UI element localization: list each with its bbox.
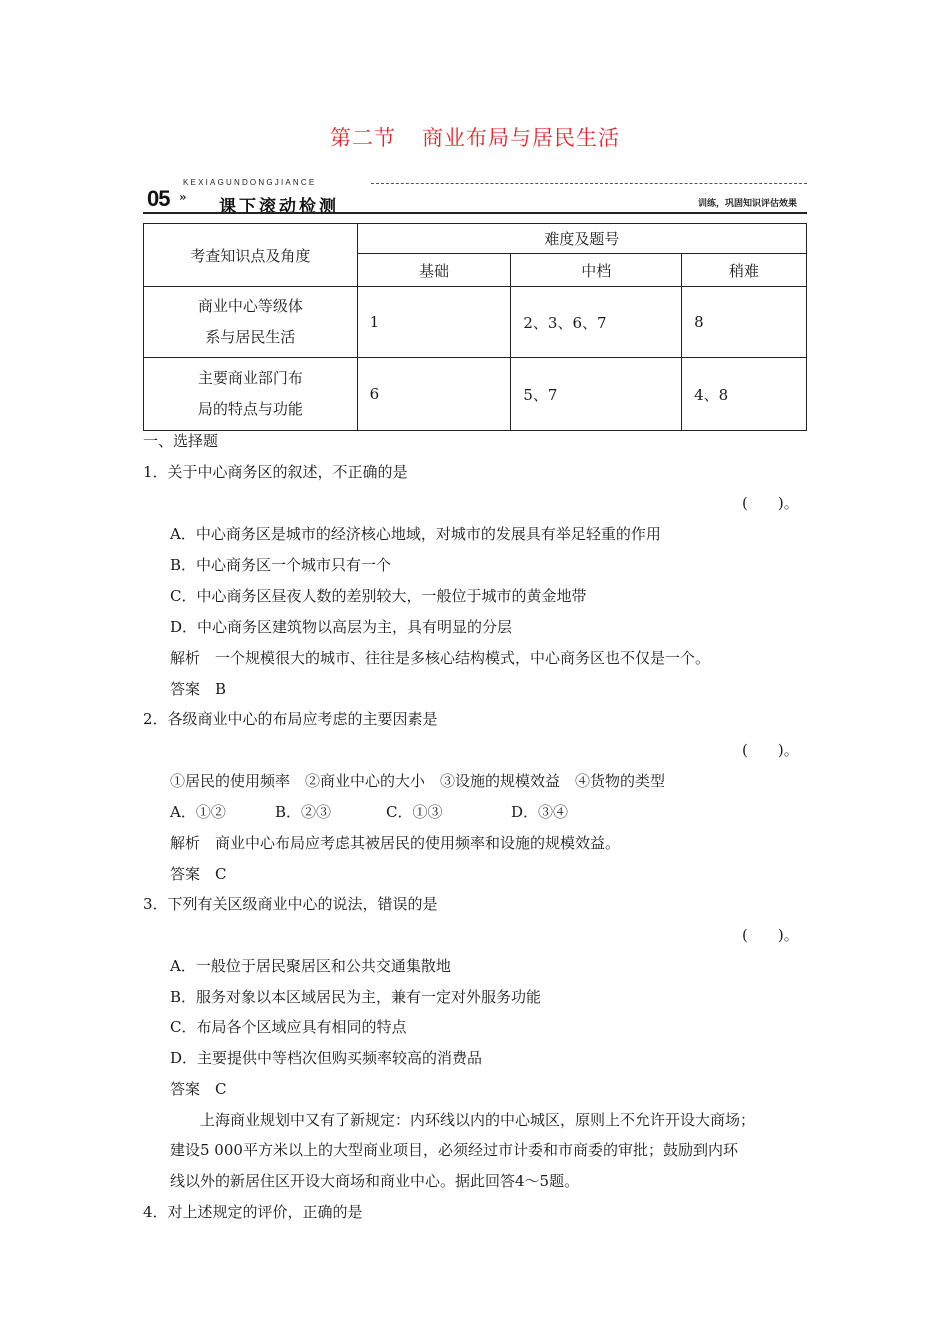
hard-cell: 4、8 (682, 358, 807, 431)
q3-option-a: A．一般位于居民聚居区和公共交通集散地 (170, 957, 451, 975)
q3-answer: 答案 C (170, 1080, 227, 1098)
q1-option-d: D．中心商务区建筑物以高层为主，具有明显的分层 (170, 618, 513, 636)
q2-answer-paren: ( )。 (742, 741, 799, 759)
table-row (144, 358, 807, 431)
double-chevron-icon: » (179, 190, 187, 204)
q1-answer: 答案 B (170, 680, 227, 698)
q1-answer-paren: ( )。 (742, 494, 799, 512)
banner-number: 05 (147, 186, 170, 211)
section-banner (143, 178, 807, 217)
medium-cell: 2、3、6、7 (511, 287, 682, 358)
q2-items: ①居民的使用频率 ②商业中心的大小 ③设施的规模效益 ④货物的类型 (170, 772, 666, 790)
banner-heading: 课下滚动检测 (219, 197, 339, 217)
table-row (144, 287, 807, 358)
passage-line: 建设5 000平方米以上的大型商业项目，必须经过市计委和市商委的审批；鼓励到内环 (170, 1141, 738, 1159)
q1-stem: 1．关于中心商务区的叙述，不正确的是 (143, 463, 408, 481)
q3-stem: 3．下列有关区级商业中心的说法，错误的是 (143, 895, 438, 913)
topic-cell: 主要商业部门布 局的特点与功能 (144, 358, 358, 431)
hard-cell: 8 (682, 287, 807, 358)
basic-cell: 6 (357, 358, 511, 431)
q1-option-a: A．中心商务区是城市的经济核心地域，对城市的发展具有举足轻重的作用 (170, 525, 661, 543)
q2-stem: 2．各级商业中心的布局应考虑的主要因素是 (143, 710, 438, 728)
q3-option-c: C．布局各个区域应具有相同的特点 (170, 1018, 407, 1036)
table-group-header: 难度及题号 (357, 224, 806, 254)
q1-option-c: C．中心商务区昼夜人数的差别较大，一般位于城市的黄金地带 (170, 587, 587, 605)
banner-pinyin: KEXIAGUNDONGJIANCE (183, 178, 317, 187)
q2-answer: 答案 C (170, 865, 227, 883)
q1-option-b: B．中心商务区一个城市只有一个 (170, 556, 392, 574)
table-corner-header: 考查知识点及角度 (144, 224, 358, 287)
banner-rule (143, 212, 807, 214)
dashed-divider (371, 183, 807, 184)
level-hard-header: 稍难 (682, 254, 807, 287)
q2-option-b: B．②③ (275, 803, 332, 821)
basic-cell: 1 (357, 287, 511, 358)
q4-stem: 4．对上述规定的评价，正确的是 (143, 1203, 363, 1221)
level-medium-header: 中档 (511, 254, 682, 287)
passage-line: 线以外的新居住区开设大商场和商业中心。据此回答4～5题。 (170, 1172, 580, 1190)
passage-line: 上海商业规划中又有了新规定：内环线以内的中心城区，原则上不允许开设大商场； (200, 1111, 756, 1129)
knowledge-table (143, 223, 807, 431)
q3-option-b: B．服务对象以本区域居民为主，兼有一定对外服务功能 (170, 988, 542, 1006)
q3-answer-paren: ( )。 (742, 926, 799, 944)
q2-analysis: 解析 商业中心布局应考虑其被居民的使用频率和设施的规模效益。 (170, 834, 621, 852)
page-title: 第二节 商业布局与居民生活 (330, 126, 620, 150)
medium-cell: 5、7 (511, 358, 682, 431)
q2-option-a: A．①② (170, 803, 226, 821)
level-basic-header: 基础 (357, 254, 511, 287)
q2-option-d: D．③④ (511, 803, 569, 821)
q1-analysis: 解析 一个规模很大的城市、往往是多核心结构模式，中心商务区也不仅是一个。 (170, 649, 711, 667)
section-heading: 一、选择题 (143, 432, 219, 450)
q2-option-c: C．①③ (386, 803, 443, 821)
q3-option-d: D．主要提供中等档次但购买频率较高的消费品 (170, 1049, 483, 1067)
banner-tagline: 训练，巩固知识评估效果 (697, 199, 797, 209)
topic-cell: 商业中心等级体 系与居民生活 (144, 287, 358, 358)
